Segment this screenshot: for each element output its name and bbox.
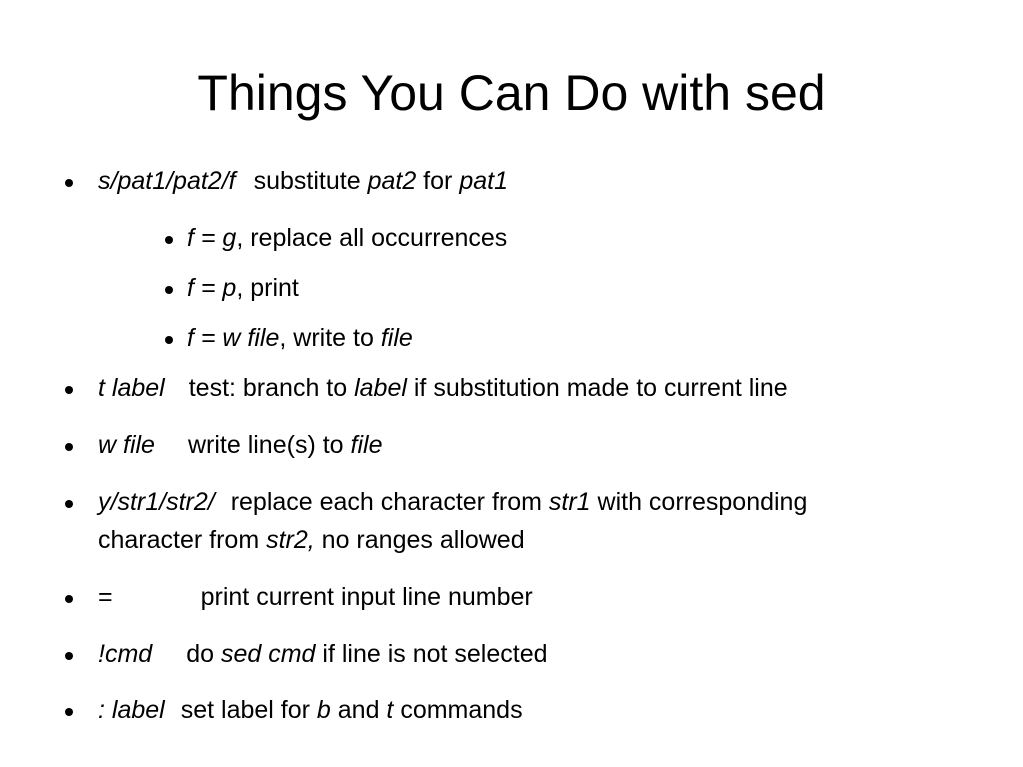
bullet-dot-icon xyxy=(165,236,173,244)
sub-bullet-w xyxy=(187,320,413,357)
bullet-substitute xyxy=(98,163,508,200)
slide-title: Things You Can Do with sed xyxy=(197,65,826,121)
desc-text: no ranges allowed xyxy=(314,526,525,554)
command-text: : label xyxy=(98,696,165,724)
bullet-dot-icon xyxy=(65,443,73,451)
bullet-dot-icon xyxy=(65,708,73,716)
desc-text: with corresponding xyxy=(590,488,808,516)
bullet-transliterate xyxy=(98,484,807,521)
bullet-dot-icon xyxy=(65,595,73,603)
bullet-dot-icon xyxy=(65,652,73,660)
desc-text: , replace all occurrences xyxy=(236,224,508,252)
desc-italic: file xyxy=(380,324,413,352)
flag-text: f = w file xyxy=(187,324,280,352)
desc-italic: str1 xyxy=(548,488,591,516)
desc-italic: pat1 xyxy=(459,167,508,195)
desc-text: set label for xyxy=(180,696,317,724)
command-text: = xyxy=(98,583,113,611)
bullet-negate xyxy=(98,636,548,673)
bullet-dot-icon xyxy=(65,179,73,187)
flag-text: f = g xyxy=(187,224,237,252)
bullet-test xyxy=(98,370,788,407)
desc-text: substitute xyxy=(253,167,368,195)
desc-italic: sed cmd xyxy=(220,640,316,668)
command-text: y/str1/str2/ xyxy=(98,488,215,516)
desc-text: for xyxy=(416,167,460,195)
bullet-dot-icon xyxy=(165,286,173,294)
bullet-line-number xyxy=(98,579,533,616)
desc-italic: t xyxy=(386,696,394,724)
desc-text: commands xyxy=(393,696,523,724)
desc-italic: label xyxy=(354,374,407,402)
sub-bullet-p xyxy=(187,270,299,307)
desc-text: replace each character from xyxy=(230,488,549,516)
desc-text: , print xyxy=(236,274,299,302)
desc-italic: file xyxy=(350,431,383,459)
desc-text: , write to xyxy=(279,324,381,352)
desc-text: and xyxy=(330,696,387,724)
bullet-dot-icon xyxy=(165,336,173,344)
desc-text: write line(s) to xyxy=(187,431,351,459)
command-text: s/pat1/pat2/f xyxy=(98,167,236,195)
desc-italic: b xyxy=(316,696,331,724)
bullet-transliterate-continued xyxy=(98,522,525,559)
bullet-write xyxy=(98,427,382,464)
command-text: w file xyxy=(98,431,155,459)
desc-text: test: branch to xyxy=(188,374,355,402)
sub-bullet-g xyxy=(187,220,507,257)
desc-text: character from xyxy=(98,526,267,554)
desc-text: if line is not selected xyxy=(315,640,548,668)
desc-italic: str2, xyxy=(266,526,315,554)
flag-text: f = p xyxy=(187,274,237,302)
command-text: t label xyxy=(98,374,165,402)
bullet-dot-icon xyxy=(65,386,73,394)
command-text: !cmd xyxy=(98,640,153,668)
desc-text: print current input line number xyxy=(200,583,533,611)
desc-italic: pat2 xyxy=(367,167,417,195)
desc-text: if substitution made to current line xyxy=(406,374,788,402)
desc-text: do xyxy=(186,640,221,668)
bullet-label xyxy=(98,692,523,729)
bullet-dot-icon xyxy=(65,500,73,508)
